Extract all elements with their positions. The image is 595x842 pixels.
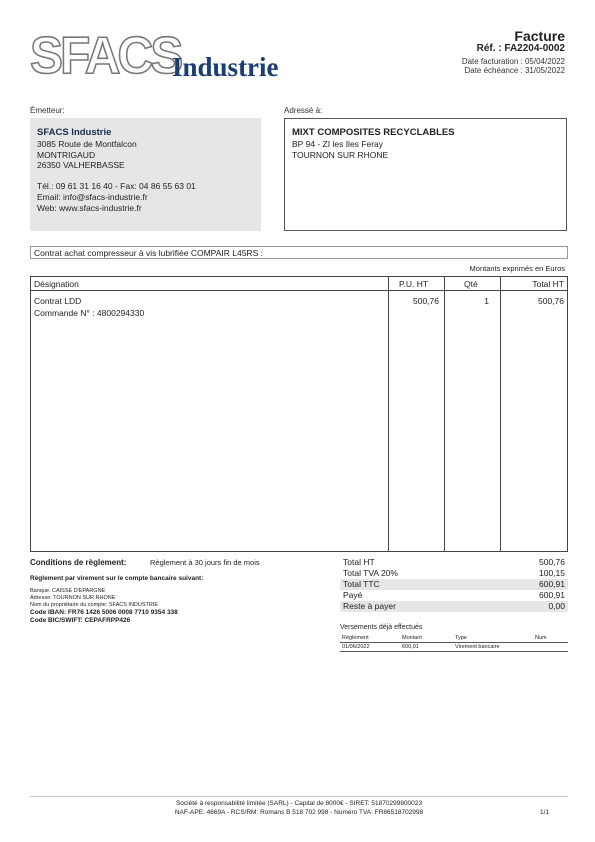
table-row <box>340 643 568 652</box>
emitter-phone: Tél.: 09 61 31 16 40 - Fax: 04 86 55 63 01 <box>37 181 196 192</box>
payment-terms-value: Règlement à 30 jours fin de mois <box>150 558 260 567</box>
header-amount: Montant <box>402 635 422 641</box>
total-value: 600,91 <box>539 590 565 600</box>
emitter-email: Email: info@sfacs-industrie.fr <box>37 191 148 202</box>
total-label: Total HT <box>343 557 375 567</box>
emitter-name: SFACS Industrie <box>37 127 112 138</box>
total-value: 600,91 <box>539 579 565 589</box>
logo-brand: SFACS <box>30 27 181 85</box>
total-ht-row <box>340 557 568 568</box>
header-qty: Qté <box>464 279 478 289</box>
item-designation: Contrat LDD <box>34 296 82 306</box>
addressee-label: Adressé à: <box>284 106 323 115</box>
footer-legal-line2: NAF-APE: 4669A - RCS/RM: Romans B 518 702 998 - Numéro TVA: FR86518702998 <box>174 809 424 816</box>
invoice-reference: Réf. : FA2204-0002 <box>476 43 565 54</box>
header-num: Num <box>535 635 547 641</box>
header-designation: Désignation <box>34 279 79 289</box>
total-label: Total TTC <box>343 579 380 589</box>
totals-block <box>340 557 568 612</box>
paid-row <box>340 590 568 601</box>
emitter-city: MONTRIGAUD <box>37 149 96 160</box>
payments-title: Versements déjà effectués <box>340 624 423 631</box>
header-date: Règlement <box>342 635 369 641</box>
item-qty: 1 <box>484 296 489 306</box>
iban: Code IBAN: FR76 1426 5006 0008 7710 9354 338 <box>30 609 178 616</box>
total-tva-row <box>340 568 568 579</box>
addressee-city: TOURNON SUR RHONE <box>292 149 389 160</box>
page-number: 1/1 <box>539 809 549 816</box>
emitter-label: Émetteur: <box>30 106 65 115</box>
total-value: 500,76 <box>539 557 565 567</box>
footer-divider <box>30 796 568 797</box>
column-divider <box>444 277 445 551</box>
bank-transfer-title: Règlement par virement sur le compte bancaire suivant: <box>30 575 204 582</box>
total-label: Payé <box>343 590 363 600</box>
account-owner: Nom du propriétaire du compte: SFACS INDUSTRIE <box>30 602 159 608</box>
header-unit-price: P.U. HT <box>399 279 429 289</box>
emitter-box <box>30 118 261 231</box>
addressee-box <box>284 118 567 231</box>
emitter-address: 3085 Route de Montfalcon <box>37 138 137 149</box>
column-divider <box>388 277 389 551</box>
footer-legal-line1: Société à responsabilité limitée (SARL) - Capital de 8000€ - SIRET: 51870299800023 <box>175 800 423 807</box>
remaining-row <box>340 601 568 612</box>
bank-details <box>30 588 178 625</box>
contract-description: Contrat achat compresseur à vis lubrifiée COMPAIR L45RS : <box>30 246 568 259</box>
total-label: Total TVA 20% <box>343 568 398 578</box>
document-title: Facture <box>514 28 565 44</box>
logo-suffix: Industrie <box>172 52 279 82</box>
addressee-address: BP 94 - ZI les Iles Feray <box>292 138 384 149</box>
total-value: 100,15 <box>539 568 565 578</box>
column-divider <box>500 277 501 551</box>
payment-amount: 600,91 <box>402 644 419 650</box>
total-ttc-row <box>340 579 568 590</box>
total-value: 0,00 <box>548 601 565 611</box>
currency-note: Montants exprimés en Euros <box>469 264 565 273</box>
due-date: Date échéance : 31/05/2022 <box>464 66 565 75</box>
bank-name: Banque: CAISSE D'EPARGNE <box>30 588 106 594</box>
addressee-name: MIXT COMPOSITES RECYCLABLES <box>292 127 455 138</box>
payment-type: Virement bancaire <box>455 644 500 650</box>
payments-header <box>340 635 568 643</box>
bic-swift: Code BIC/SWIFT: CEPAFRPP426 <box>30 617 131 624</box>
emitter-zip-city: 26350 VALHERBASSE <box>37 160 125 171</box>
item-unit-price: 500,76 <box>413 296 439 306</box>
items-table <box>30 276 568 552</box>
payments-table <box>340 635 568 652</box>
header-total: Total HT <box>532 279 564 289</box>
payment-date: 01/06/2022 <box>342 644 370 650</box>
header-type: Type <box>455 635 467 641</box>
items-table-header <box>31 277 567 291</box>
company-logo <box>30 27 290 85</box>
payment-terms-label: Conditions de règlement: <box>30 558 127 567</box>
invoice-date: Date facturation : 05/04/2022 <box>461 57 565 66</box>
total-label: Reste à payer <box>343 601 396 611</box>
item-total: 500,76 <box>538 296 564 306</box>
bank-address: Adresse: TOURNON SUR RHONE <box>30 595 116 601</box>
emitter-web: Web: www.sfacs-industrie.fr <box>37 202 142 213</box>
item-order-number: Commande N° : 4800294330 <box>34 308 145 318</box>
